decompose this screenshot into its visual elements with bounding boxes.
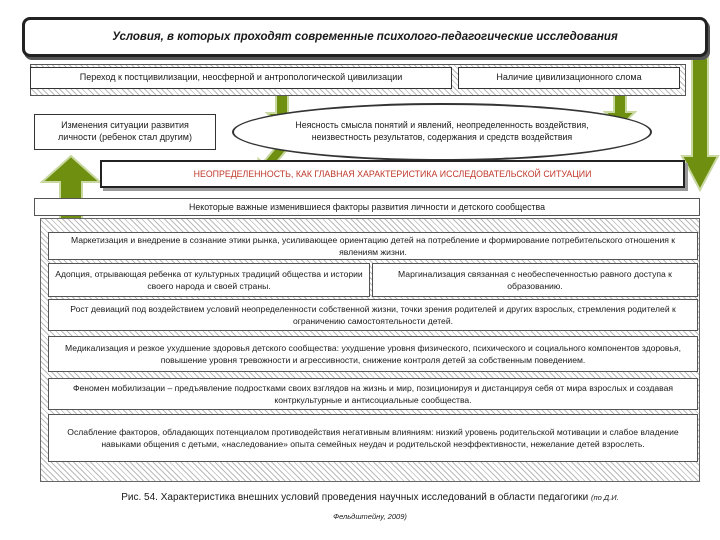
caption-source-a: (по Д.И. — [591, 493, 619, 502]
ambiguity-ellipse — [232, 103, 652, 161]
factor-marginalization-text: Маргинализация связанная с необеспеченностью равного доступа к образованию. — [398, 268, 672, 291]
factor-deviation-text: Рост девиаций под воздействием условий неопределенности собственной жизни, точки зрения родителей и других взрослых, стремления родителей к ограничению самостоятельности детей. — [70, 303, 676, 326]
caption-main: Рис. 54. Характеристика внешних условий проведения научных исследований в области педагогики — [121, 492, 589, 503]
factors-header-box — [34, 198, 700, 216]
development-change-text: Изменения ситуации развития личности (ребенок стал другим) — [58, 120, 192, 142]
factor-weakening — [48, 414, 698, 462]
civilization-break-text: Наличие цивилизационного слома — [496, 72, 642, 83]
figure-caption — [30, 488, 710, 526]
factor-marketization-text: Маркетизация и внедрение в сознание этики рынка, усиливающее ориентацию детей на потребление и формирование потребительского отношения к явлениям жизни. — [70, 234, 676, 257]
main-title: Условия, в которых проходят современные психолого-педагогические исследования — [112, 31, 618, 43]
factor-weakening-text: Ослабление факторов, обладающих потенциалом противодействия негативным влияниям: низкий уровень родительской мотивации и слабое владение навыками общения с детьми, «наследование» опыта семейных неудач и родительской неэффективности, нежелание детей взрослеть. — [67, 426, 679, 449]
factor-medicalization-text: Медикализация и резкое ухудшение здоровья детского сообщества: ухудшение уровня физического, психического и социального компонентов здоровья, повышение уровня тревожности и агрессивности, снижение контроля детей за собственным поведением. — [64, 342, 682, 365]
uncertainty-box — [100, 160, 685, 188]
factors-header-text: Некоторые важные изменившиеся факторы развития личности и детского сообщества — [189, 202, 545, 212]
postcivilization-box — [30, 67, 452, 89]
ambiguity-text: Неясность смысла понятий и явлений, неопределенность воздействия, неизвестность результатов, содержания и средств воздействия — [295, 120, 589, 142]
uncertainty-text: НЕОПРЕДЕЛЕННОСТЬ, КАК ГЛАВНАЯ ХАРАКТЕРИСТИКА ИССЛЕДОВАТЕЛЬСКОЙ СИТУАЦИИ — [193, 169, 592, 179]
development-change-box — [34, 114, 216, 150]
main-title-box — [22, 17, 708, 57]
factor-deviation — [48, 299, 698, 331]
factor-adoption-text: Адопция, отрывающая ребенка от культурных традиций общества и истории своего народа и своей страны. — [55, 268, 363, 291]
factor-mobilization — [48, 378, 698, 410]
factor-mobilization-text: Феномен мобилизации – предъявление подростками своих взглядов на жизнь и мир, позиционируя и дистанцируя себя от мира взрослых и создавая контркультурные и антисоциальные сообщества. — [72, 382, 674, 405]
caption-source-b: Фельдштейну, 2009) — [333, 512, 407, 521]
factor-medicalization — [48, 336, 698, 372]
postcivilization-text: Переход к постцивилизации, неосферной и антропологической цивилизации — [79, 72, 403, 83]
down-arrow-right — [682, 58, 718, 190]
factor-adoption — [48, 263, 370, 297]
factor-marketization — [48, 232, 698, 260]
civilization-break-box — [458, 67, 680, 89]
factor-marginalization — [372, 263, 698, 297]
